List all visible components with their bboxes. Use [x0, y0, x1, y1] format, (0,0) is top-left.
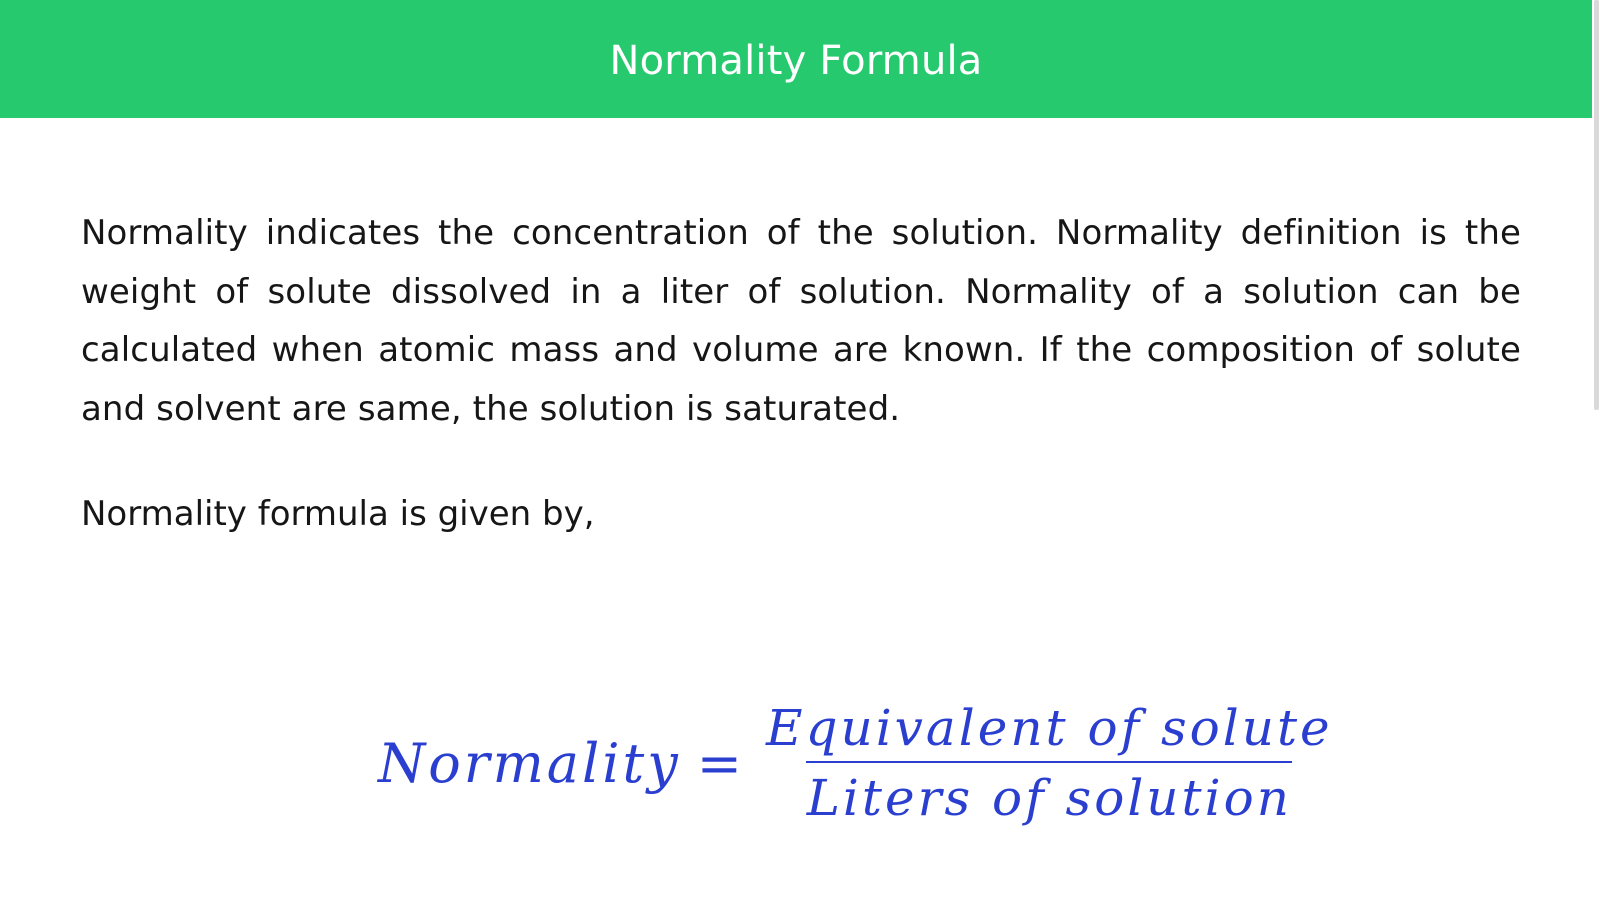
scrollbar-thumb[interactable]: [1594, 0, 1599, 410]
formula-fraction: [762, 699, 1337, 827]
content-area: [81, 204, 1521, 438]
formula-intro-text: Normality formula is given by,: [81, 494, 595, 534]
scrollbar[interactable]: [1592, 0, 1600, 900]
page-title: Normality Formula: [609, 38, 983, 84]
formula-equals-sign: =: [696, 731, 742, 795]
fraction-bar: [806, 761, 1292, 763]
formula-lhs: Normality: [378, 731, 681, 795]
formula-numerator: Equivalent of solute: [765, 699, 1333, 757]
formula-denominator: Liters of solution: [806, 769, 1292, 827]
description-paragraph: Normality indicates the concentration of the solution. Normality definition is the weight of solute dissolved in a liter of solution. Normality of a solution can be calculated when atomic mass and volume are known. If the composition of solute and solvent are same, the solution is saturated.: [81, 213, 1521, 429]
normality-formula: [378, 693, 1337, 833]
app-bar: [0, 0, 1592, 118]
